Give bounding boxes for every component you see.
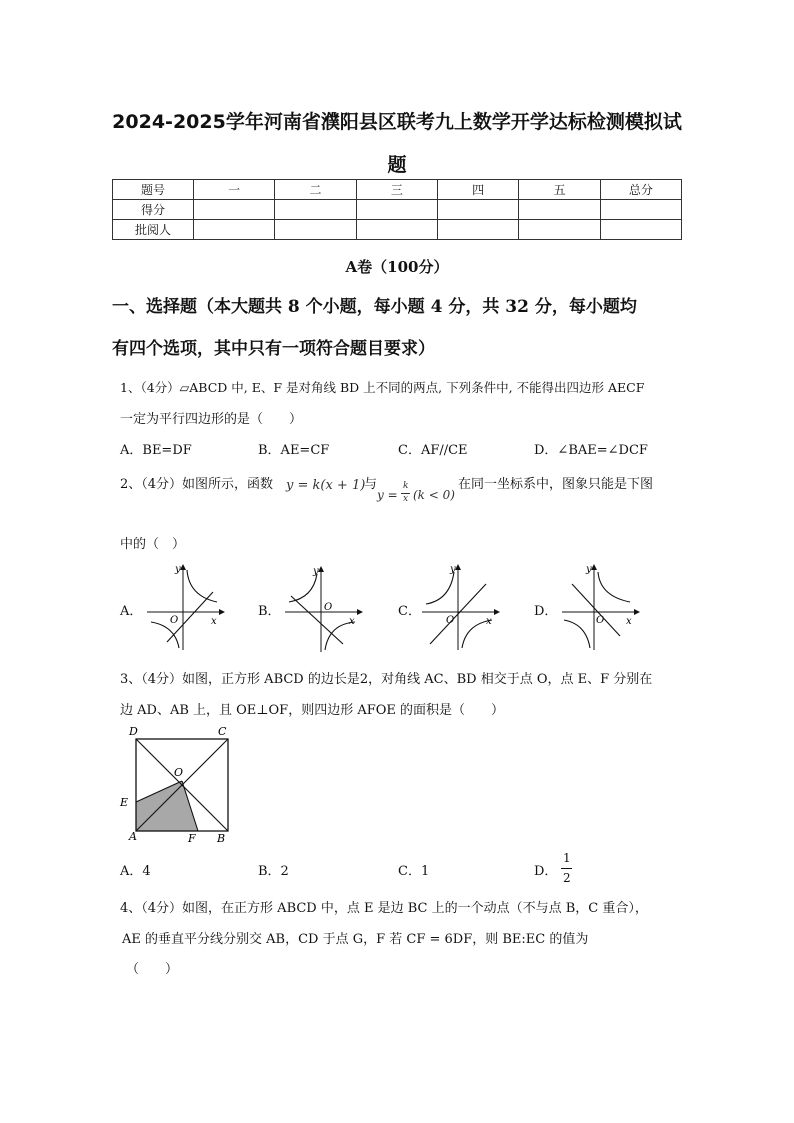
question-3-option-c[interactable]: C．1 [398,864,430,879]
question-2-function-2-condition: (k < 0) [413,488,455,502]
question-3-text-continued: 边 AD、AB 上，且 OE⊥OF，则四边形 AFOE 的面积是（ ） [120,703,505,718]
score-row-label: 得分 [113,200,194,220]
score-table-header-cell: 题号 [113,180,194,200]
question-1-text-continued: 一定为平行四边形的是（ ） [120,412,303,427]
score-cell[interactable] [356,200,437,220]
point-f-label: F [188,832,196,845]
section-heading-continued: 有四个选项，其中只有一项符合题目要求） [112,339,435,359]
point-e-label: E [120,796,129,809]
graph-origin-label: O [324,602,333,613]
vertex-d-label: D [129,725,138,738]
score-cell[interactable] [600,200,681,220]
question-2-option-d-label[interactable]: D． [534,604,558,619]
question-2-option-c-label[interactable]: C． [398,604,421,619]
vertex-b-label: B [217,832,226,845]
graph-origin-label: O [446,615,455,626]
score-cell[interactable] [194,200,275,220]
question-3-option-d[interactable]: D． [534,864,558,879]
question-2-function-2-numerator: k [403,481,409,491]
question-2-graph-c[interactable] [420,562,500,652]
score-row-label: 批阅人 [113,220,194,240]
graph-y-label: y [313,566,319,577]
score-table-header-cell: 五 [519,180,600,200]
graph-x-label: x [211,616,217,627]
question-2-option-a-label[interactable]: A． [120,604,143,619]
question-4-answer-blank: （ ） [126,962,179,977]
score-table-row [113,220,682,240]
score-table-header-cell: 总分 [600,180,681,200]
score-table-header-cell: 三 [356,180,437,200]
center-o-label: O [174,766,184,779]
page-title: 2024-2025学年河南省濮阳县区联考九上数学开学达标检测模拟试 [112,111,682,133]
vertex-a-label: A [129,830,137,843]
score-cell[interactable] [519,220,600,240]
score-table-header-cell: 四 [437,180,518,200]
score-table-row [113,200,682,220]
question-2-graph-a[interactable] [145,562,225,652]
question-3-option-b[interactable]: B．2 [258,864,289,879]
graph-y-label: y [175,564,181,575]
vertex-c-label: C [218,725,227,738]
question-2-suffix: 在同一坐标系中，图象只能是下图 [458,477,654,492]
score-cell[interactable] [600,220,681,240]
question-2-graph-d[interactable] [560,562,640,652]
graph-x-label: x [349,616,355,627]
question-4-text: 4、（4分）如图，在正方形 ABCD 中，点 E 是边 BC 上的一个动点（不与点 B，C 重合）， [120,901,648,916]
graph-x-label: x [626,616,632,627]
score-cell[interactable] [275,200,356,220]
question-2-graph-b[interactable] [283,562,363,654]
graph-y-label: y [450,564,456,575]
question-1-option-c[interactable]: C．AF//CE [398,443,468,458]
score-table-header-cell: 二 [275,180,356,200]
question-2-function-2-lhs: y = [377,488,398,502]
section-heading: 一、选择题（本大题共 8 个小题，每小题 4 分，共 32 分，每小题均 [112,297,637,317]
question-4-text-continued: AE 的垂直平分线分别交 AB，CD 于点 G，F 若 CF = 6DF，则 BE:EC 的值为 [122,932,589,947]
option-d-denominator: 2 [563,871,571,885]
question-2-text-continued: 中的（ ） [120,537,186,552]
question-2-option-b-label[interactable]: B． [258,604,281,619]
score-table-header-cell: 一 [194,180,275,200]
question-3-text: 3、（4分）如图，正方形 ABCD 的边长是2，对角线 AC、BD 相交于点 O，点 E、F 分别在 [120,672,653,687]
question-2-function-2-denominator: x [403,494,409,504]
page-title-continued: 题 [387,154,407,176]
graph-y-label: y [586,564,592,575]
graph-origin-label: O [596,615,605,626]
score-cell[interactable] [356,220,437,240]
volume-label: A卷（100分） [345,258,449,276]
question-2-function-1: y = k(x + 1) [286,478,366,493]
question-1-text: 1、（4分）▱ABCD 中, E、F 是对角线 BD 上不同的两点, 下列条件中, 不能得出四边形 AECF [120,380,645,395]
question-1-option-b[interactable]: B．AE=CF [258,443,330,458]
option-d-numerator: 1 [563,851,571,865]
question-3-figure [116,722,236,846]
graph-origin-label: O [170,615,179,626]
score-cell[interactable] [194,220,275,240]
score-cell[interactable] [437,200,518,220]
score-cell[interactable] [275,220,356,240]
score-cell[interactable] [519,200,600,220]
score-cell[interactable] [437,220,518,240]
question-1-option-d[interactable]: D．∠BAE=∠DCF [534,443,648,458]
question-3-option-a[interactable]: A．4 [120,864,151,879]
question-2-prefix: 2、（4分）如图所示，函数 [120,477,274,492]
graph-x-label: x [486,616,492,627]
score-table-header-row [113,180,682,200]
question-2-mid: 与 [364,477,378,492]
fraction-bar [561,868,572,869]
score-table [112,179,682,240]
question-1-option-a[interactable]: A．BE=DF [120,443,192,458]
